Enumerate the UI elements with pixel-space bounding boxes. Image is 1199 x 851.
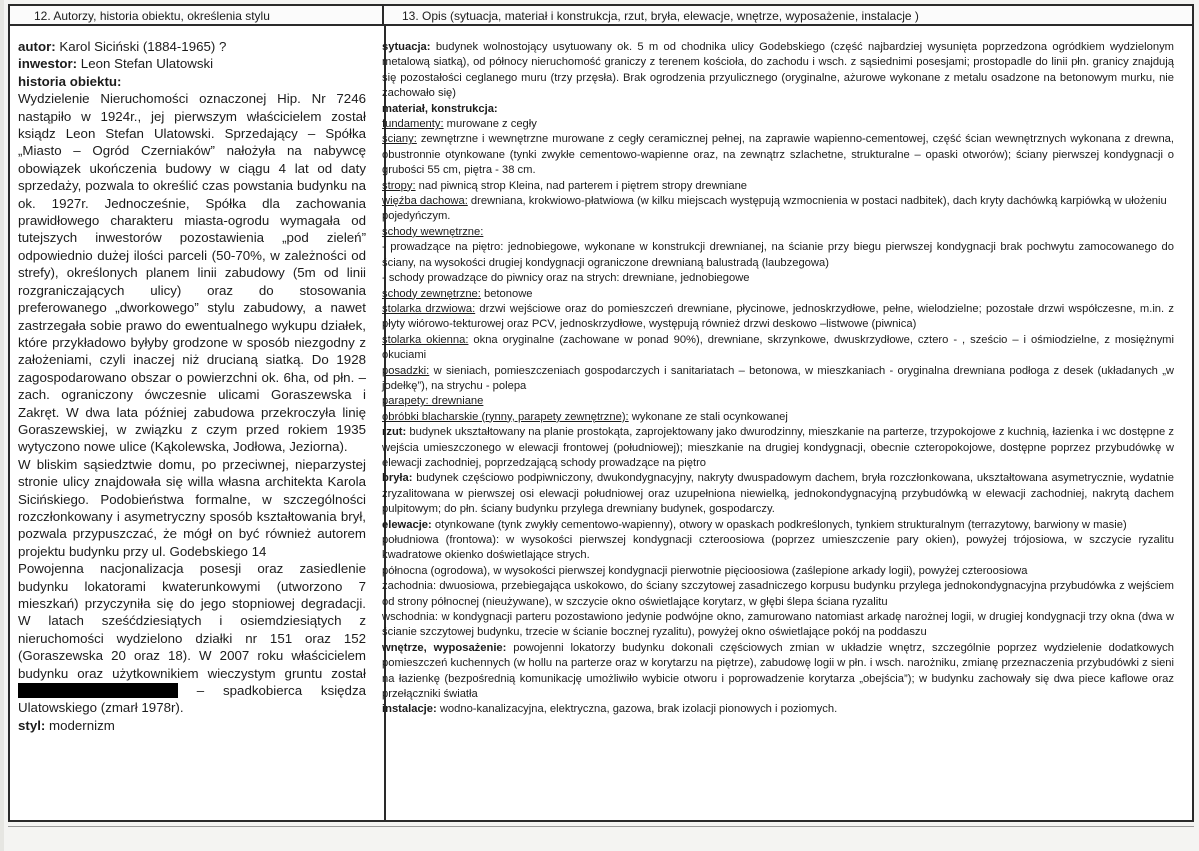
stolarka-okienna-text: okna oryginalne (zachowane w ponad 90%), drewniane, skrzynkowe, dwuskrzydłowe, cztero - , sześcio – i ośmiodzielne, z mosiężnymi okuciami <box>382 333 1174 362</box>
stolarka-drzwiowa-label: stolarka drzwiowa: <box>382 302 476 315</box>
inwestor-label: inwestor: <box>18 56 78 72</box>
stropy-line <box>382 179 1174 194</box>
inwestor-line <box>18 55 366 72</box>
parapety-label: parapety: drewniane <box>382 395 484 408</box>
schody-zew-label: schody zewnętrzne: <box>382 287 481 300</box>
historia-label-line <box>18 73 366 90</box>
elewacje-label: elewacje: <box>382 518 432 531</box>
wnetrze-paragraph <box>382 641 1174 703</box>
bottom-rule <box>8 826 1194 827</box>
posadzki-text: w sieniach, pomieszczeniach gospodarczych i sanitariatach – betonowa, w mieszkaniach - oryginalna drewniana podłoga z desek (układanych „w jodełkę”), na strychu - polepa <box>382 364 1174 392</box>
section-12-content <box>18 38 366 734</box>
autor-label: autor: <box>18 39 56 54</box>
wiezba-paragraph <box>382 194 1174 225</box>
redaction-block <box>18 683 178 698</box>
styl-label: styl: <box>18 717 46 733</box>
elewacja-polnocna: północna (ogrodowa), w wysokości pierwszej kondygnacji pierwotnie pięcioosiowa (zaślepione arkady logii), powyżej czteroosiowa <box>382 564 1028 577</box>
instalacje-text: wodno-kanalizacyjna, elektryczna, gazowa, brak izolacji pionowych i poziomych. <box>436 703 838 716</box>
sytuacja-paragraph <box>382 40 1174 102</box>
fundamenty-line <box>382 117 1174 132</box>
sytuacja-label: sytuacja: <box>382 41 431 53</box>
stropy-text: nad piwnicą strop Kleina, nad parterem i piętrem stropy drewniane <box>415 179 748 192</box>
schody-zew-text: betonowe <box>480 287 533 300</box>
autor-value: Karol Siciński (1884-1965) ? <box>55 39 227 54</box>
material-heading <box>382 102 1174 117</box>
section-12-header: 12. Autorzy, historia obiektu, określenia stylu <box>10 6 384 26</box>
schody-wew-heading <box>382 225 1174 240</box>
historia-paragraph-3 <box>18 560 366 717</box>
historia-label: historia obiektu: <box>18 73 122 89</box>
sciany-paragraph <box>382 132 1174 178</box>
posadzki-label: posadzki: <box>382 364 430 377</box>
stropy-label: stropy: <box>382 179 416 192</box>
parapety-line <box>382 394 1174 409</box>
instalacje-line <box>382 702 1174 717</box>
elewacja-zachodnia: zachodnia: dwuosiowa, przebiegająca uskokowo, do ściany szczytowej zasadniczego korpusu budynku przylega jednokondygnacyjna przybudówka z wejściem od strony północnej (nieużywane), w szczycie okno oświetlające korytarz, w głębi ślepa ściana ryzalitu <box>382 580 1174 608</box>
fundamenty-text: murowane z cegły <box>443 118 537 131</box>
bryla-paragraph <box>382 471 1174 517</box>
sciany-label: ściany: <box>382 133 417 146</box>
material-label: materiał, konstrukcja: <box>382 102 498 115</box>
section-13-header: 13. Opis (sytuacja, materiał i konstrukcja, rzut, bryła, elewacje, wnętrze, wyposażenie, instalacje ) <box>384 6 1192 26</box>
elewacje-text: otynkowane (tynk zwykły cementowo-wapienny), otwory w opaskach podkreślonych, tynkiem strukturalnym (terrazytowy, barwiony w masie) <box>431 518 1127 531</box>
schody-wew-item-2: - schody prowadzące do piwnicy oraz na strych: drewniane, jednobiegowe <box>382 272 750 285</box>
wnetrze-label: wnętrze, wyposażenie: <box>382 641 507 654</box>
rzut-paragraph <box>382 425 1174 471</box>
styl-line <box>18 717 366 734</box>
wiezba-text: drewniana, krokwiowo-płatwiowa (w kilku miejscach występują wzmocnienia w postaci nadbitek), dach kryty dachówką karpiówką w ułożeniu pojedyńczym. <box>382 195 1167 223</box>
rzut-text: budynek ukształtowany na planie prostokąta, zaprojektowany jako dwurodzinny, mieszkanie na parterze, trzypokojowe z kuchnią, łazienka i wc dostępne z wejścia umieszczonego w elewacji frontowej (południowej); mieszkanie na drugiej kondygnacji, obecnie czteropokojowe, dostępne poprzez przybudówkę w elewacji zachodniej, poprzedzającą schody prowadzące na piętro <box>382 426 1174 469</box>
sciany-text: zewnętrzne i wewnętrzne murowane z cegły ceramicznej pełnej, na zaprawie wapienno-cementowej, część ścian wewnętrznych wykonana z drewna, obustronnie otynkowane (tynki zwykłe cementowo-wapienne oraz, na zewnątrz szlachetne, strukturalne – opaski otworów); ściany pierwszej kondygnacji o grubości 55 cm, piętra - 38 cm. <box>382 133 1174 177</box>
scan-edge <box>0 0 4 851</box>
stolarka-okienna-paragraph <box>382 333 1174 364</box>
elewacja-poludniowa: południowa (frontowa): w wysokości pierwszej kondygnacji czteroosiowa (poprzez umieszczenie pary okien), powyżej trójosiowa, w szczycie ryzalitu kwadratowe okienko doświetlające strych. <box>382 534 1174 562</box>
instalacje-label: instalacje: <box>382 703 437 716</box>
schody-wew-label: schody wewnętrzne: <box>382 225 484 238</box>
inwestor-value: Leon Stefan Ulatowski <box>77 56 214 72</box>
historia-paragraph-3-a: Powojenna nacjonalizacja posesji oraz zasiedlenie budynku lokatorami kwaterunkowymi (utworzono 7 mieszkań) przyczyniła się do jego stopniowej degradacji. W latach sześćdziesiątych i osiemdziesiątych z nieruchomości wydzielono działki nr 151 oraz 152 (Goraszewska 20 oraz 18). W 2007 roku właścicielem budynku oraz użytkownikiem wieczystym gruntu został <box>18 561 366 681</box>
historia-paragraph-1: Wydzielenie Nieruchomości oznaczonej Hip. Nr 7246 nastąpiło w 1924r., jej pierwszym właścicielem został ksiądz Leon Stefan Ulatowski. Sprzedający – Spółka „Miasto – Ogród Czerniaków” nałożyła na nabywcę obowiązek ukończenia budowy w ciągu 4 lat od daty sprzedaży, pozwala to określić czas powstania budynku na ok. 1927r. Jednocześnie, Spółka dla zachowania prawidłowego charakteru miasta-ogrodu wymagała od tutejszych inwestorów pozostawienia „pod zieleń” odpowiednio dużej ilości parceli (50-70%, w zależności od strefy), określonych planem linii zabudowy (5m od linii rozgraniczających ulicy) oraz do stosowania preferowanego „dworkowego” stylu zabudowy, a nawet zastrzegała sobie prawo do ewentualnego wykupu działek, które przykładowo byłyby grodzone w sposób niezgodny z założeniami, czyli inaczej niż drucianą siatką. Do 1928 zagospodarowano obszar o powierzchni ok. 6ha, od płn. – zach. ograniczony ówczesnie ulicami Goraszewska i Zakręt. W dwa lata później zabudowa przekroczyła linię Goraszewskiej, w związku z czym przed rokiem 1935 wytyczono nowe ulice (Kąkolewska, Jodłowa, Jeziorna). <box>18 91 366 455</box>
historia-paragraph-3-b: – spadkobierca księdza Ulatowskiego (zmarł 1978r). <box>18 683 366 716</box>
wnetrze-text: powojenni lokatorzy budynku dokonali częściowych zmian w układzie wnętrz, szczególnie poprzez wydzielenie dodatkowych pomieszczeń kuchennych (w hollu na parterze oraz w korytarzu na piętrze), zabudowę logii w płn. i wsch. narożniku, zmianę przeznaczenia przybudówki z sieni na łazienkę (bezpośrednią komunikację umożliwiło wybicie otworu i poprowadzenie korytarza „obejścia”); w budynku zachowały się dwa piece kaflowe oraz przełączniki światła <box>382 641 1174 701</box>
stolarka-drzwiowa-text: drzwi wejściowe oraz do pomieszczeń drewniane, płycinowe, jednoskrzydłowe, pełne, wielodzielne; pozostałe drzwi współczesne, m.in. z płyty wiórowo-tekturowej oraz PCV, jednoskrzydłowe, występują również drzwi deskowo –listwowe (piwnica) <box>382 302 1174 331</box>
historia-paragraph-2: W bliskim sąsiedztwie domu, po przeciwnej, nieparzystej stronie ulicy znajdowała się willa własna architekta Karola Sicińskiego. Podobieństwa formalne, w szczególności rozczłonkowany i asymetryczny sposób kształtowania brył, pozwala przypuszczać, że mógł on być również autorem projektu budynku przy ul. Godebskiego 14 <box>18 456 366 559</box>
schody-wew-item-1: - prowadzące na piętro: jednobiegowe, wykonane w konstrukcji drewnianej, na ścianie przy biegu pierwszej kondygnacji brak pochwytu zamocowanego do ściany, na wysokości drugiej kondygnacji ograniczone drewnianą balustradą (laubzegowa) <box>382 241 1174 269</box>
rzut-label: rzut: <box>382 426 407 439</box>
bryla-text: budynek częściowo podpiwniczony, dwukondygnacyjny, nakryty dwuspadowym dachem, bryła rozczłonkowana, ukształtowana asymetrycznie, wydatnie zryzalitowana w pierwszej osi elewacji południowej oraz uzupełniona niewielką, jednokondygnacyjną przybudówką w elewacji zachodniej, nakrytą dachem pulpitowym; do płn. ściany budynku przylega drewniany budynek, gospodarczy. <box>382 472 1174 516</box>
wiezba-label: więźba dachowa: <box>382 195 468 208</box>
obrobki-label: obróbki blacharskie (rynny, parapety zewnętrzne): <box>382 410 629 423</box>
obrobki-text: wykonane ze stali ocynkowanej <box>628 410 788 423</box>
bryla-label: bryła: <box>382 472 413 485</box>
stolarka-okienna-label: stolarka okienna: <box>382 333 469 346</box>
stolarka-drzwiowa-paragraph <box>382 302 1174 333</box>
section-13-content <box>382 40 1174 718</box>
elewacja-wschodnia: wschodnia: w kondygnacji parteru pozostawiono jedynie podwójne okno, zamurowano natomiast arkadę narożnej logii, w drugiej kondygnacji trzy okna (dwa w ścianie szczytowej budynku, trzecie w ścianie bocznej ryzalitu), powyżej okno oświetlające pokój na poddaszu <box>382 611 1174 639</box>
sytuacja-text: budynek wolnostojący usytuowany ok. 5 m od chodnika ulicy Godebskiego (część najbardziej wysunięta poprzedzona ogródkiem wydzielonym metalową siatką), od północy nieruchomość graniczy z terenem kościoła, do zachodu i wsch. z sąsiednimi posesjami; prostopadle do linii płn. granicy znajdują się pozostałości ceglanego muru (trzy przęsła). Brak ogrodzenia przyulicznego (oryginalne, ażurowe wykonane z metalu osadzone na betonowym murku, nie zachowało się) <box>382 41 1174 100</box>
styl-value: modernizm <box>45 717 115 733</box>
fundamenty-label: fundamenty: <box>382 118 444 131</box>
obrobki-line <box>382 410 1174 425</box>
schody-zew-line <box>382 287 1174 302</box>
posadzki-paragraph <box>382 364 1174 395</box>
autor-line <box>18 38 366 55</box>
elewacje-paragraph <box>382 518 1174 533</box>
